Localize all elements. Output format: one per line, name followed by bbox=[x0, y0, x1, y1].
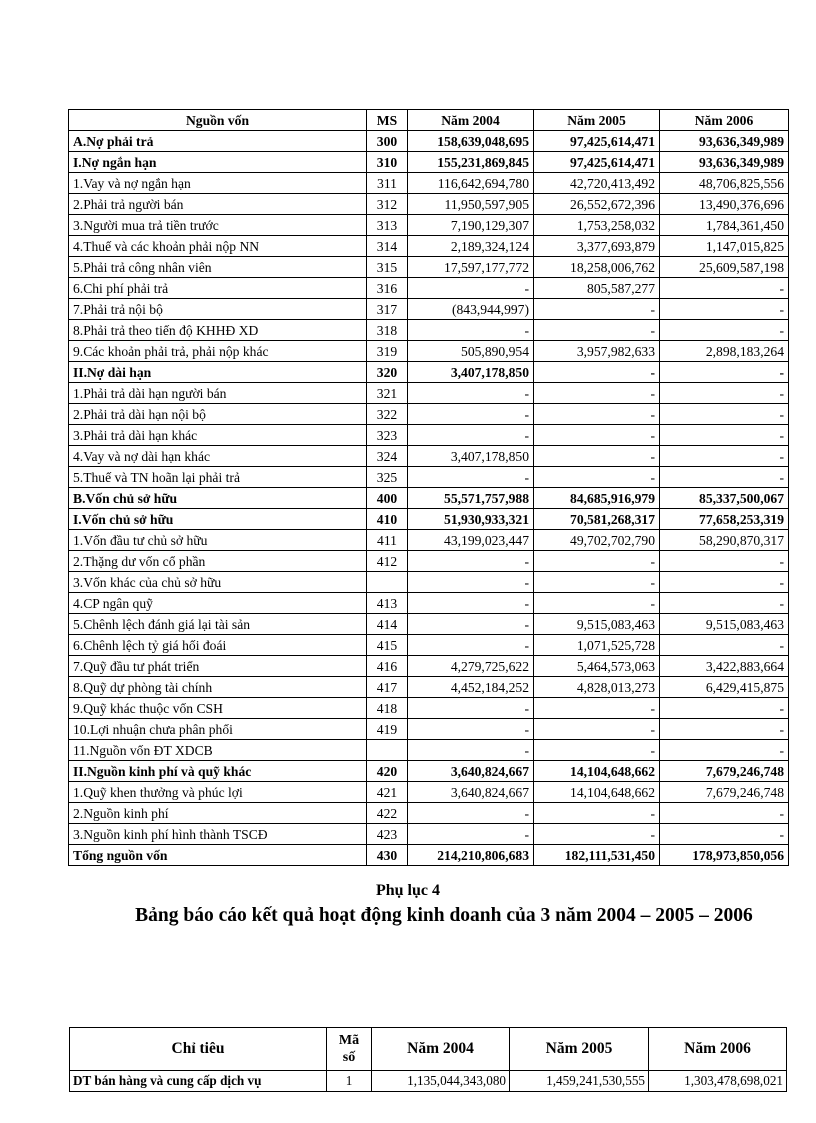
balance-cell-ms: 320 bbox=[367, 362, 408, 383]
balance-cell-name: 3.Vốn khác của chủ sở hữu bbox=[69, 572, 367, 593]
appendix-label: Phụ lục 4 bbox=[375, 882, 440, 899]
balance-cell-y2004: - bbox=[408, 425, 534, 446]
income-header-row bbox=[70, 1028, 787, 1071]
income-cell-y2005: 1,459,241,530,555 bbox=[510, 1071, 649, 1092]
balance-cell-y2005: 42,720,413,492 bbox=[534, 173, 660, 194]
balance-table-body bbox=[69, 131, 789, 866]
balance-row bbox=[69, 194, 789, 215]
income-statement-table bbox=[69, 1027, 787, 1092]
balance-cell-name: 7.Quỹ đầu tư phát triển bbox=[69, 656, 367, 677]
balance-cell-y2006: - bbox=[660, 551, 789, 572]
balance-cell-y2004: 2,189,324,124 bbox=[408, 236, 534, 257]
balance-cell-ms bbox=[367, 572, 408, 593]
income-header-2006: Năm 2006 bbox=[649, 1028, 787, 1071]
balance-cell-y2006: 2,898,183,264 bbox=[660, 341, 789, 362]
balance-cell-y2004: - bbox=[408, 803, 534, 824]
balance-cell-y2006: 25,609,587,198 bbox=[660, 257, 789, 278]
balance-cell-y2004: - bbox=[408, 404, 534, 425]
balance-cell-y2006: - bbox=[660, 278, 789, 299]
balance-cell-y2004: 7,190,129,307 bbox=[408, 215, 534, 236]
balance-cell-y2005: 3,377,693,879 bbox=[534, 236, 660, 257]
balance-cell-ms: 414 bbox=[367, 614, 408, 635]
balance-cell-ms: 323 bbox=[367, 425, 408, 446]
balance-cell-y2004: 158,639,048,695 bbox=[408, 131, 534, 152]
balance-cell-y2004: 214,210,806,683 bbox=[408, 845, 534, 866]
balance-cell-ms bbox=[367, 740, 408, 761]
balance-cell-name: 2.Nguồn kinh phí bbox=[69, 803, 367, 824]
balance-cell-y2006: 77,658,253,319 bbox=[660, 509, 789, 530]
balance-cell-y2004: 155,231,869,845 bbox=[408, 152, 534, 173]
balance-cell-y2004: 51,930,933,321 bbox=[408, 509, 534, 530]
balance-row bbox=[69, 131, 789, 152]
balance-row bbox=[69, 572, 789, 593]
balance-row bbox=[69, 152, 789, 173]
balance-cell-y2006: 6,429,415,875 bbox=[660, 677, 789, 698]
balance-cell-ms: 430 bbox=[367, 845, 408, 866]
income-table-body bbox=[70, 1071, 787, 1092]
balance-row bbox=[69, 236, 789, 257]
balance-cell-name: 1.Vốn đầu tư chủ sở hữu bbox=[69, 530, 367, 551]
income-cell-y2006: 1,303,478,698,021 bbox=[649, 1071, 787, 1092]
balance-row bbox=[69, 740, 789, 761]
balance-cell-y2006: 7,679,246,748 bbox=[660, 782, 789, 803]
balance-row bbox=[69, 446, 789, 467]
balance-cell-y2004: 3,640,824,667 bbox=[408, 761, 534, 782]
balance-row bbox=[69, 362, 789, 383]
balance-cell-name: 6.Chênh lệch tỷ giá hối đoái bbox=[69, 635, 367, 656]
appendix-title: Bảng báo cáo kết quả hoạt động kinh doanh của 3 năm 2004 – 2005 – 2006 bbox=[135, 905, 753, 926]
balance-cell-y2004: 505,890,954 bbox=[408, 341, 534, 362]
balance-cell-name: 3.Người mua trả tiền trước bbox=[69, 215, 367, 236]
balance-cell-y2005: 26,552,672,396 bbox=[534, 194, 660, 215]
balance-cell-ms: 322 bbox=[367, 404, 408, 425]
balance-cell-y2006: 58,290,870,317 bbox=[660, 530, 789, 551]
balance-row bbox=[69, 467, 789, 488]
balance-cell-y2004: 3,407,178,850 bbox=[408, 446, 534, 467]
balance-cell-y2004: 116,642,694,780 bbox=[408, 173, 534, 194]
balance-cell-y2005: 1,071,525,728 bbox=[534, 635, 660, 656]
balance-row bbox=[69, 278, 789, 299]
balance-cell-ms: 423 bbox=[367, 824, 408, 845]
balance-row bbox=[69, 593, 789, 614]
balance-cell-y2006: - bbox=[660, 719, 789, 740]
balance-cell-y2005: 182,111,531,450 bbox=[534, 845, 660, 866]
balance-cell-y2006: 48,706,825,556 bbox=[660, 173, 789, 194]
balance-row bbox=[69, 824, 789, 845]
income-header-2005: Năm 2005 bbox=[510, 1028, 649, 1071]
balance-cell-y2004: - bbox=[408, 824, 534, 845]
balance-cell-y2006: 9,515,083,463 bbox=[660, 614, 789, 635]
balance-cell-name: I.Vốn chủ sở hữu bbox=[69, 509, 367, 530]
balance-cell-ms: 421 bbox=[367, 782, 408, 803]
balance-cell-y2005: 805,587,277 bbox=[534, 278, 660, 299]
balance-cell-y2004: - bbox=[408, 698, 534, 719]
balance-cell-y2005: 97,425,614,471 bbox=[534, 131, 660, 152]
income-header-indicator: Chỉ tiêu bbox=[70, 1028, 327, 1071]
balance-row bbox=[69, 698, 789, 719]
balance-cell-y2006: - bbox=[660, 824, 789, 845]
balance-cell-y2004: - bbox=[408, 719, 534, 740]
balance-cell-y2006: 93,636,349,989 bbox=[660, 152, 789, 173]
balance-row bbox=[69, 719, 789, 740]
balance-cell-y2005: 84,685,916,979 bbox=[534, 488, 660, 509]
balance-row bbox=[69, 425, 789, 446]
balance-cell-y2005: 97,425,614,471 bbox=[534, 152, 660, 173]
balance-cell-ms: 415 bbox=[367, 635, 408, 656]
balance-cell-y2005: 5,464,573,063 bbox=[534, 656, 660, 677]
balance-cell-name: 8.Quỹ dự phòng tài chính bbox=[69, 677, 367, 698]
balance-cell-ms: 315 bbox=[367, 257, 408, 278]
income-row bbox=[70, 1071, 787, 1092]
balance-cell-ms: 419 bbox=[367, 719, 408, 740]
balance-cell-y2006: - bbox=[660, 299, 789, 320]
balance-cell-y2004: - bbox=[408, 572, 534, 593]
balance-cell-y2005: 70,581,268,317 bbox=[534, 509, 660, 530]
balance-cell-y2005: - bbox=[534, 425, 660, 446]
balance-cell-name: 5.Chênh lệch đánh giá lại tài sản bbox=[69, 614, 367, 635]
balance-cell-y2005: - bbox=[534, 404, 660, 425]
balance-cell-ms: 314 bbox=[367, 236, 408, 257]
balance-cell-name: II.Nguồn kinh phí và quỹ khác bbox=[69, 761, 367, 782]
balance-cell-ms: 418 bbox=[367, 698, 408, 719]
income-cell-ms: 1 bbox=[327, 1071, 372, 1092]
balance-cell-y2004: - bbox=[408, 467, 534, 488]
balance-cell-ms: 416 bbox=[367, 656, 408, 677]
balance-cell-y2004: 43,199,023,447 bbox=[408, 530, 534, 551]
balance-cell-name: 2.Phải trả dài hạn nội bộ bbox=[69, 404, 367, 425]
balance-row bbox=[69, 530, 789, 551]
balance-row bbox=[69, 761, 789, 782]
balance-cell-y2005: - bbox=[534, 698, 660, 719]
balance-cell-name: 9.Các khoản phải trả, phải nộp khác bbox=[69, 341, 367, 362]
balance-cell-y2004: - bbox=[408, 551, 534, 572]
balance-row bbox=[69, 215, 789, 236]
header-2006: Năm 2006 bbox=[660, 110, 789, 131]
balance-cell-y2005: - bbox=[534, 467, 660, 488]
balance-cell-name: 2.Thặng dư vốn cổ phần bbox=[69, 551, 367, 572]
balance-cell-ms: 400 bbox=[367, 488, 408, 509]
balance-row bbox=[69, 551, 789, 572]
balance-row bbox=[69, 299, 789, 320]
balance-cell-y2005: 1,753,258,032 bbox=[534, 215, 660, 236]
balance-cell-name: A.Nợ phải trả bbox=[69, 131, 367, 152]
balance-cell-y2004: 11,950,597,905 bbox=[408, 194, 534, 215]
balance-cell-name: 2.Phải trả người bán bbox=[69, 194, 367, 215]
balance-cell-y2006: 13,490,376,696 bbox=[660, 194, 789, 215]
balance-cell-y2006: - bbox=[660, 425, 789, 446]
balance-cell-name: 4.CP ngân quỹ bbox=[69, 593, 367, 614]
balance-row bbox=[69, 509, 789, 530]
balance-cell-y2005: - bbox=[534, 551, 660, 572]
balance-cell-y2006: - bbox=[660, 383, 789, 404]
balance-row bbox=[69, 782, 789, 803]
header-2004: Năm 2004 bbox=[408, 110, 534, 131]
balance-cell-ms: 319 bbox=[367, 341, 408, 362]
balance-cell-name: 1.Quỹ khen thưởng và phúc lợi bbox=[69, 782, 367, 803]
balance-row bbox=[69, 803, 789, 824]
balance-row bbox=[69, 383, 789, 404]
balance-cell-y2005: 14,104,648,662 bbox=[534, 761, 660, 782]
balance-cell-y2004: - bbox=[408, 278, 534, 299]
balance-cell-ms: 312 bbox=[367, 194, 408, 215]
balance-cell-y2005: 4,828,013,273 bbox=[534, 677, 660, 698]
balance-cell-y2004: (843,944,997) bbox=[408, 299, 534, 320]
balance-cell-y2004: - bbox=[408, 593, 534, 614]
balance-cell-ms: 313 bbox=[367, 215, 408, 236]
balance-cell-ms: 411 bbox=[367, 530, 408, 551]
header-source: Nguồn vốn bbox=[69, 110, 367, 131]
balance-cell-ms: 311 bbox=[367, 173, 408, 194]
balance-cell-y2006: - bbox=[660, 404, 789, 425]
balance-cell-y2006: 1,147,015,825 bbox=[660, 236, 789, 257]
income-header-2004: Năm 2004 bbox=[372, 1028, 510, 1071]
balance-cell-y2005: - bbox=[534, 383, 660, 404]
balance-cell-y2006: - bbox=[660, 635, 789, 656]
balance-cell-y2006: - bbox=[660, 803, 789, 824]
balance-row bbox=[69, 614, 789, 635]
income-cell-y2004: 1,135,044,343,080 bbox=[372, 1071, 510, 1092]
balance-cell-name: 9.Quỹ khác thuộc vốn CSH bbox=[69, 698, 367, 719]
balance-cell-name: 4.Thuế và các khoản phải nộp NN bbox=[69, 236, 367, 257]
balance-cell-y2004: - bbox=[408, 614, 534, 635]
header-ms: MS bbox=[367, 110, 408, 131]
balance-row bbox=[69, 320, 789, 341]
balance-cell-ms: 412 bbox=[367, 551, 408, 572]
balance-cell-y2005: 18,258,006,762 bbox=[534, 257, 660, 278]
income-cell-name: DT bán hàng và cung cấp dịch vụ bbox=[70, 1071, 327, 1092]
balance-cell-y2004: 4,452,184,252 bbox=[408, 677, 534, 698]
balance-cell-y2004: - bbox=[408, 383, 534, 404]
balance-cell-name: II.Nợ dài hạn bbox=[69, 362, 367, 383]
balance-row bbox=[69, 341, 789, 362]
balance-cell-y2006: - bbox=[660, 572, 789, 593]
balance-row bbox=[69, 488, 789, 509]
balance-row bbox=[69, 404, 789, 425]
balance-cell-y2005: 3,957,982,633 bbox=[534, 341, 660, 362]
header-2005: Năm 2005 bbox=[534, 110, 660, 131]
balance-cell-name: 6.Chi phí phải trả bbox=[69, 278, 367, 299]
balance-cell-y2004: 4,279,725,622 bbox=[408, 656, 534, 677]
balance-cell-ms: 420 bbox=[367, 761, 408, 782]
balance-cell-y2006: 3,422,883,664 bbox=[660, 656, 789, 677]
balance-cell-y2006: - bbox=[660, 740, 789, 761]
balance-cell-ms: 310 bbox=[367, 152, 408, 173]
balance-cell-y2005: 9,515,083,463 bbox=[534, 614, 660, 635]
balance-cell-y2004: 3,640,824,667 bbox=[408, 782, 534, 803]
balance-cell-name: 10.Lợi nhuận chưa phân phối bbox=[69, 719, 367, 740]
balance-cell-name: 7.Phải trả nội bộ bbox=[69, 299, 367, 320]
balance-cell-y2004: 3,407,178,850 bbox=[408, 362, 534, 383]
balance-cell-y2005: - bbox=[534, 740, 660, 761]
balance-cell-y2005: 14,104,648,662 bbox=[534, 782, 660, 803]
balance-cell-ms: 321 bbox=[367, 383, 408, 404]
balance-cell-y2006: - bbox=[660, 446, 789, 467]
balance-cell-ms: 317 bbox=[367, 299, 408, 320]
balance-cell-name: Tổng nguồn vốn bbox=[69, 845, 367, 866]
balance-cell-y2004: 17,597,177,772 bbox=[408, 257, 534, 278]
balance-cell-y2004: - bbox=[408, 320, 534, 341]
balance-cell-y2006: - bbox=[660, 467, 789, 488]
balance-row bbox=[69, 845, 789, 866]
balance-cell-name: 3.Nguồn kinh phí hình thành TSCĐ bbox=[69, 824, 367, 845]
balance-cell-ms: 300 bbox=[367, 131, 408, 152]
balance-cell-name: B.Vốn chủ sở hữu bbox=[69, 488, 367, 509]
balance-cell-y2005: - bbox=[534, 824, 660, 845]
balance-row bbox=[69, 656, 789, 677]
balance-row bbox=[69, 677, 789, 698]
balance-cell-ms: 316 bbox=[367, 278, 408, 299]
balance-row bbox=[69, 257, 789, 278]
balance-cell-y2004: - bbox=[408, 740, 534, 761]
balance-cell-name: 11.Nguồn vốn ĐT XDCB bbox=[69, 740, 367, 761]
balance-cell-name: I.Nợ ngắn hạn bbox=[69, 152, 367, 173]
income-header-code: Mã số bbox=[327, 1028, 372, 1071]
balance-cell-name: 1.Vay và nợ ngắn hạn bbox=[69, 173, 367, 194]
balance-cell-y2005: 49,702,702,790 bbox=[534, 530, 660, 551]
balance-cell-ms: 417 bbox=[367, 677, 408, 698]
balance-cell-y2006: - bbox=[660, 698, 789, 719]
balance-cell-y2006: - bbox=[660, 362, 789, 383]
balance-cell-y2006: - bbox=[660, 593, 789, 614]
balance-cell-y2006: 1,784,361,450 bbox=[660, 215, 789, 236]
balance-cell-y2004: 55,571,757,988 bbox=[408, 488, 534, 509]
balance-cell-y2005: - bbox=[534, 593, 660, 614]
balance-cell-name: 8.Phải trả theo tiến độ KHHĐ XD bbox=[69, 320, 367, 341]
balance-cell-y2005: - bbox=[534, 362, 660, 383]
balance-cell-y2006: - bbox=[660, 320, 789, 341]
balance-row bbox=[69, 635, 789, 656]
balance-cell-y2005: - bbox=[534, 572, 660, 593]
balance-cell-name: 4.Vay và nợ dài hạn khác bbox=[69, 446, 367, 467]
balance-cell-y2005: - bbox=[534, 719, 660, 740]
balance-cell-y2005: - bbox=[534, 320, 660, 341]
balance-header-row bbox=[69, 110, 789, 131]
balance-cell-ms: 422 bbox=[367, 803, 408, 824]
balance-cell-name: 3.Phải trả dài hạn khác bbox=[69, 425, 367, 446]
balance-cell-name: 5.Phải trả công nhân viên bbox=[69, 257, 367, 278]
balance-sheet-table bbox=[68, 109, 789, 866]
balance-cell-y2004: - bbox=[408, 635, 534, 656]
balance-cell-y2006: 7,679,246,748 bbox=[660, 761, 789, 782]
balance-row bbox=[69, 173, 789, 194]
balance-cell-ms: 325 bbox=[367, 467, 408, 488]
balance-cell-ms: 413 bbox=[367, 593, 408, 614]
balance-cell-ms: 410 bbox=[367, 509, 408, 530]
balance-cell-y2006: 93,636,349,989 bbox=[660, 131, 789, 152]
balance-cell-y2005: - bbox=[534, 803, 660, 824]
balance-cell-y2005: - bbox=[534, 299, 660, 320]
balance-cell-name: 5.Thuế và TN hoãn lại phải trả bbox=[69, 467, 367, 488]
balance-cell-name: 1.Phải trả dài hạn người bán bbox=[69, 383, 367, 404]
balance-cell-y2005: - bbox=[534, 446, 660, 467]
balance-cell-ms: 324 bbox=[367, 446, 408, 467]
balance-cell-y2006: 178,973,850,056 bbox=[660, 845, 789, 866]
balance-cell-ms: 318 bbox=[367, 320, 408, 341]
balance-cell-y2006: 85,337,500,067 bbox=[660, 488, 789, 509]
